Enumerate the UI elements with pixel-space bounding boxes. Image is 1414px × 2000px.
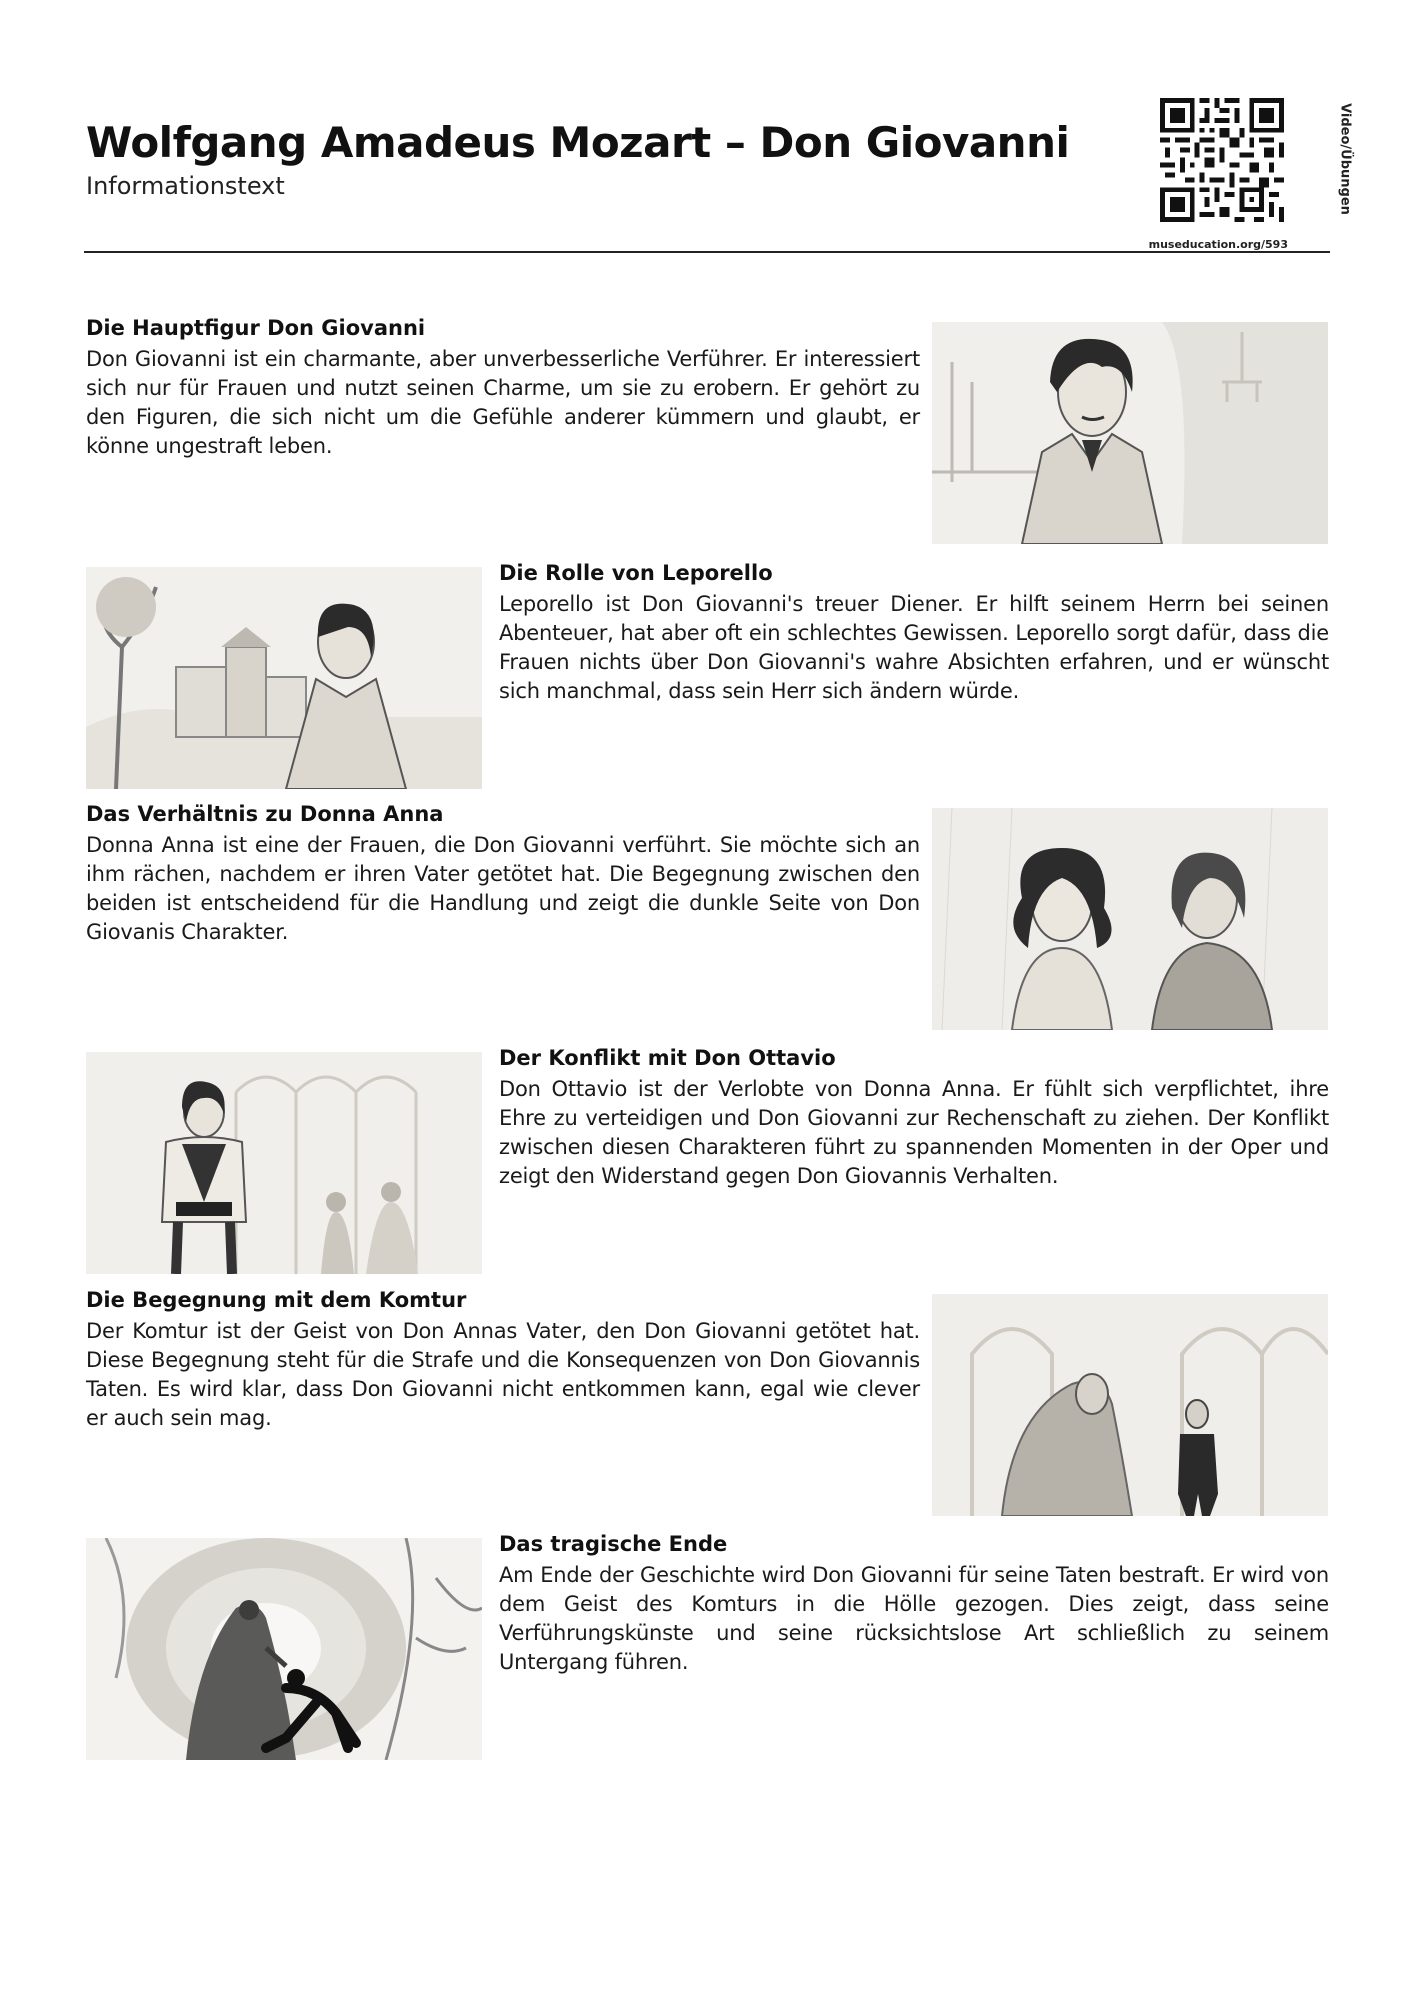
- section-leporello: [499, 559, 1329, 706]
- header-divider: [84, 251, 1330, 253]
- section-heading: Die Begegnung mit dem Komtur: [86, 1288, 467, 1312]
- komtur-encounter-image: [932, 1294, 1328, 1516]
- section-text: Don Giovanni ist ein charmante, aber unverbesserliche Verführer. Er interessiert sich nur für Frauen und nutzt seinen Charme, um sie zu erobern. Er gehört zu den Figuren, die sich nicht um die Gefühle anderer kümmern und glaubt, er könne ungestraft leben.: [86, 347, 920, 458]
- section-heading: Der Konflikt mit Don Ottavio: [499, 1046, 836, 1070]
- section-text: Donna Anna ist eine der Frauen, die Don Giovanni verführt. Sie möchte sich an ihm rächen, nachdem er ihren Vater getötet hat. Die Begegnung zwischen den beiden ist entscheidend für die Handlung und zeigt die dunkle Seite von Don Giovanis Charakter.: [86, 833, 920, 944]
- qr-code-icon[interactable]: [1160, 98, 1284, 222]
- tragic-end-image: [86, 1538, 482, 1760]
- section-heading: Die Hauptfigur Don Giovanni: [86, 316, 426, 340]
- don-giovanni-portrait-image: [932, 322, 1328, 544]
- section-heading: Das Verhältnis zu Donna Anna: [86, 802, 444, 826]
- section-text: Der Komtur ist der Geist von Don Annas Vater, den Don Giovanni getötet hat. Diese Begegnung steht für die Strafe und die Konsequenzen von Don Giovannis Taten. Es wird klar, dass Don Giovanni nicht entkommen kann, egal wie clever er auch sein mag.: [86, 1319, 920, 1430]
- section-heading: Das tragische Ende: [499, 1532, 728, 1556]
- section-donna-anna: [86, 800, 920, 947]
- section-komtur: [86, 1286, 920, 1433]
- donna-anna-image: [932, 808, 1328, 1030]
- section-text: Leporello ist Don Giovanni's treuer Diener. Er hilft seinem Herrn bei seinen Abenteuer, hat aber oft ein schlechtes Gewissen. Leporello sorgt dafür, dass die Frauen nichts über Don Giovanni's wahre Absichten erfahren, und er wünscht sich manchmal, dass sein Herr sich ändern würde.: [499, 592, 1329, 703]
- source-url[interactable]: museducation.org/593: [1148, 238, 1288, 251]
- page-subtitle: Informationstext: [86, 172, 285, 200]
- section-tragisches-ende: [499, 1530, 1329, 1677]
- section-don-ottavio: [499, 1044, 1329, 1191]
- section-hauptfigur: [86, 314, 920, 461]
- page-title: Wolfgang Amadeus Mozart – Don Giovanni: [86, 118, 1070, 167]
- section-text: Am Ende der Geschichte wird Don Giovanni für seine Taten bestraft. Er wird von dem Geist des Komturs in die Hölle gezogen. Dies zeigt, dass seine Verführungskünste und seine rücksichtslose Art schließlich zu seinem Untergang führen.: [499, 1563, 1329, 1674]
- section-text: Don Ottavio ist der Verlobte von Donna Anna. Er fühlt sich verpflichtet, ihre Ehre zu verteidigen und Don Giovanni zur Rechenschaft zu ziehen. Der Konflikt zwischen diesen Charakteren führt zu spannenden Momenten in der Oper und zeigt den Widerstand gegen Don Giovannis Verhalten.: [499, 1077, 1329, 1188]
- section-heading: Die Rolle von Leporello: [499, 561, 773, 585]
- leporello-village-image: [86, 567, 482, 789]
- don-ottavio-ballroom-image: [86, 1052, 482, 1274]
- side-label-text: Video/Übungen: [1337, 103, 1353, 215]
- side-label: [1330, 104, 1360, 214]
